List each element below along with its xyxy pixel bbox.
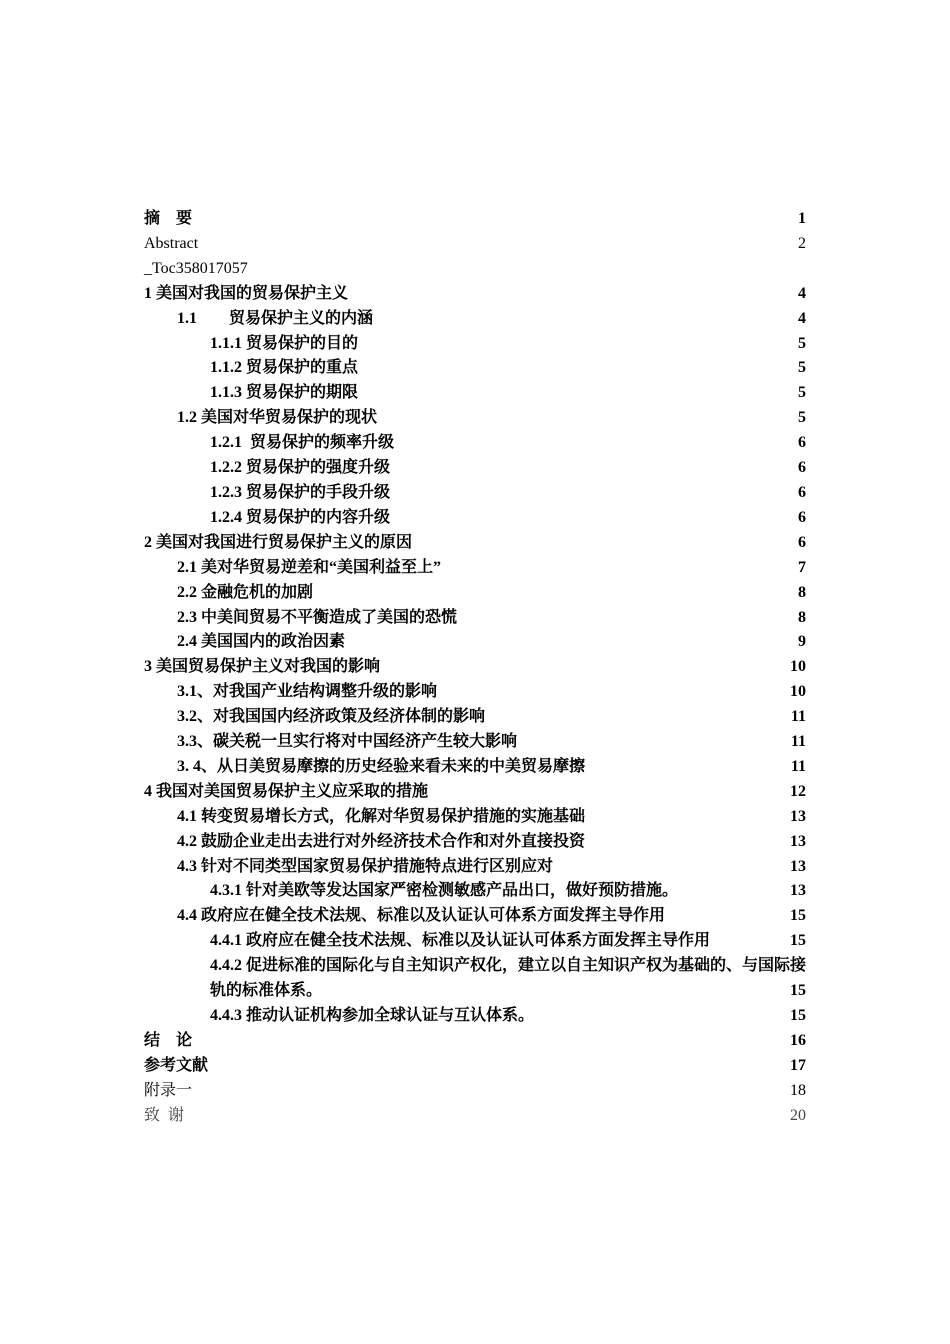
toc-entry-title: 1.2.2 贸易保护的强度升级 xyxy=(210,459,391,477)
toc-entry[interactable] xyxy=(144,481,806,506)
toc-entry-page-number: 5 xyxy=(798,334,806,352)
toc-entry[interactable] xyxy=(144,606,806,631)
toc-entry-title: 4.3.1 针对美欧等发达国家严密检测敏感产品出口，做好预防措施。 xyxy=(210,882,679,900)
toc-entry-page-number: 13 xyxy=(790,832,806,850)
toc-entry[interactable] xyxy=(144,630,806,655)
toc-entry[interactable] xyxy=(144,879,806,904)
toc-entry-title: Abstract xyxy=(144,234,199,252)
toc-entry-title: 4 我国对美国贸易保护主义应采取的措施 xyxy=(144,782,429,800)
toc-entry[interactable] xyxy=(144,929,806,954)
toc-entry-page-number: 6 xyxy=(798,459,806,477)
toc-entry[interactable] xyxy=(144,1004,806,1029)
toc-entry-page-number: 8 xyxy=(798,583,806,601)
toc-entry[interactable] xyxy=(144,1054,806,1079)
toc-entry[interactable] xyxy=(144,406,806,431)
toc-entry-title: 附录一 xyxy=(144,1081,193,1099)
toc-entry[interactable] xyxy=(144,830,806,855)
toc-entry-page-number: 9 xyxy=(798,633,806,651)
toc-entry-title: _Toc358017057 xyxy=(144,259,248,277)
toc-entry-title: 1.2.4 贸易保护的内容升级 xyxy=(210,508,391,526)
toc-entry-page-number: 11 xyxy=(790,757,806,775)
toc-entry-title: 摘 要 xyxy=(144,210,193,227)
toc-entry-page-number: 11 xyxy=(790,708,806,726)
toc-entry-page-number: 11 xyxy=(790,733,806,751)
toc-entry-title: 4.4.2 促进标准的国际化与自主知识产权化，建立以自主知识产权为基础的、与国际接轨的标准体系。 xyxy=(210,957,807,1000)
toc-entry[interactable] xyxy=(144,855,806,880)
toc-entry-page-number: 12 xyxy=(790,782,806,800)
toc-entry-page-number: 10 xyxy=(790,683,806,701)
toc-entry-page-number: 16 xyxy=(790,1031,806,1049)
toc-entry[interactable] xyxy=(144,332,806,357)
toc-entry-page-number: 13 xyxy=(790,807,806,825)
toc-entry-page-number: 6 xyxy=(798,533,806,551)
toc-entry[interactable] xyxy=(144,904,806,929)
toc-entry[interactable] xyxy=(144,680,806,705)
toc-entry-title: 1.2 美国对华贸易保护的现状 xyxy=(177,409,378,427)
toc-entry-title: 3 美国贸易保护主义对我国的影响 xyxy=(144,658,381,676)
toc-entry-title: 2 美国对我国进行贸易保护主义的原因 xyxy=(144,533,413,551)
toc-entry-title: 2.3 中美间贸易不平衡造成了美国的恐慌 xyxy=(177,608,458,626)
toc-entry-title: 3.3、碳关税一旦实行将对中国经济产生较大影响 xyxy=(177,733,518,751)
table-of-contents xyxy=(144,207,806,1129)
toc-entry-title: 1.2.1 贸易保护的频率升级 xyxy=(210,434,395,452)
toc-entry-title: 2.4 美国国内的政治因素 xyxy=(177,633,346,651)
toc-entry-page-number: 6 xyxy=(798,508,806,526)
toc-entry[interactable] xyxy=(144,506,806,531)
toc-entry-title: 3.2、对我国国内经济政策及经济体制的影响 xyxy=(177,708,486,726)
toc-entry-page-number: 7 xyxy=(798,558,806,576)
toc-entry[interactable] xyxy=(144,655,806,680)
toc-entry[interactable] xyxy=(144,1079,806,1104)
toc-entry[interactable] xyxy=(144,431,806,456)
toc-entry[interactable] xyxy=(144,556,806,581)
toc-entry-page-number: 4 xyxy=(798,309,806,327)
toc-entry-page-number: 15 xyxy=(790,982,806,1000)
toc-entry-title: 3.1、对我国产业结构调整升级的影响 xyxy=(177,683,438,701)
toc-entry[interactable] xyxy=(144,581,806,606)
toc-entry-title: 1.1.3 贸易保护的期限 xyxy=(210,384,359,402)
toc-entry-page-number: 4 xyxy=(798,284,806,302)
toc-entry-page-number: 2 xyxy=(798,234,806,252)
toc-entry[interactable] xyxy=(144,954,806,1004)
toc-entry[interactable] xyxy=(144,755,806,780)
toc-entry-page-number: 17 xyxy=(790,1056,806,1074)
toc-entry-title: 3. 4、从日美贸易摩擦的历史经验来看未来的中美贸易摩擦 xyxy=(177,757,586,775)
toc-entry-page-number: 1 xyxy=(798,210,806,227)
toc-entry[interactable] xyxy=(144,381,806,406)
toc-entry-title: 4.2 鼓励企业走出去进行对外经济技术合作和对外直接投资 xyxy=(177,832,586,850)
toc-entry[interactable] xyxy=(144,207,806,232)
toc-entry[interactable] xyxy=(144,456,806,481)
toc-entry[interactable] xyxy=(144,282,806,307)
toc-entry-page-number: 18 xyxy=(790,1081,806,1099)
toc-entry-page-number: 5 xyxy=(798,359,806,377)
toc-entry-page-number: 13 xyxy=(790,882,806,900)
toc-entry-title: 4.4.3 推动认证机构参加全球认证与互认体系。 xyxy=(210,1007,535,1024)
toc-entry-page-number: 8 xyxy=(798,608,806,626)
toc-entry[interactable] xyxy=(144,730,806,755)
toc-entry[interactable] xyxy=(144,232,806,257)
toc-entry-title: 4.4 政府应在健全技术法规、标准以及认证认可体系方面发挥主导作用 xyxy=(177,907,666,925)
toc-entry[interactable] xyxy=(144,705,806,730)
toc-entry-page-number: 13 xyxy=(790,857,806,875)
toc-entry-page-number: 6 xyxy=(798,434,806,452)
toc-entry-title: 1.2.3 贸易保护的手段升级 xyxy=(210,483,391,501)
toc-entry-page-number: 15 xyxy=(790,1007,806,1024)
toc-entry[interactable] xyxy=(144,1029,806,1054)
toc-entry-title: 2.1 美对华贸易逆差和“美国利益至上” xyxy=(177,558,442,576)
toc-entry-title: 1.1.2 贸易保护的重点 xyxy=(210,359,359,377)
toc-entry-page-number: 5 xyxy=(798,384,806,402)
toc-entry-title: 结 论 xyxy=(144,1031,193,1049)
toc-entry-page-number: 6 xyxy=(798,483,806,501)
toc-entry-page-number: 5 xyxy=(798,409,806,427)
toc-entry[interactable] xyxy=(144,1104,806,1129)
toc-entry-title: 4.1 转变贸易增长方式，化解对华贸易保护措施的实施基础 xyxy=(177,807,586,825)
toc-entry-title: 1.1.1 贸易保护的目的 xyxy=(210,334,359,352)
toc-entry-title: 4.3 针对不同类型国家贸易保护措施特点进行区别应对 xyxy=(177,857,554,875)
toc-entry-page-number: 15 xyxy=(790,932,806,950)
toc-entry-title: 致 谢 xyxy=(144,1106,185,1124)
toc-entry[interactable] xyxy=(144,257,806,282)
toc-entry[interactable] xyxy=(144,307,806,332)
toc-entry-page-number: 10 xyxy=(790,658,806,676)
toc-entry-page-number: 20 xyxy=(790,1106,806,1124)
toc-entry-title: 4.4.1 政府应在健全技术法规、标准以及认证认可体系方面发挥主导作用 xyxy=(210,932,711,950)
toc-entry-title: 参考文献 xyxy=(144,1056,209,1074)
toc-entry-title: 1 美国对我国的贸易保护主义 xyxy=(144,284,349,302)
toc-entry[interactable] xyxy=(144,805,806,830)
toc-entry-title: 2.2 金融危机的加剧 xyxy=(177,583,314,601)
toc-entry[interactable] xyxy=(144,531,806,556)
toc-entry[interactable] xyxy=(144,780,806,805)
toc-entry-page-number: 15 xyxy=(790,907,806,925)
toc-entry[interactable] xyxy=(144,356,806,381)
toc-entry-title: 1.1 贸易保护主义的内涵 xyxy=(177,309,374,327)
